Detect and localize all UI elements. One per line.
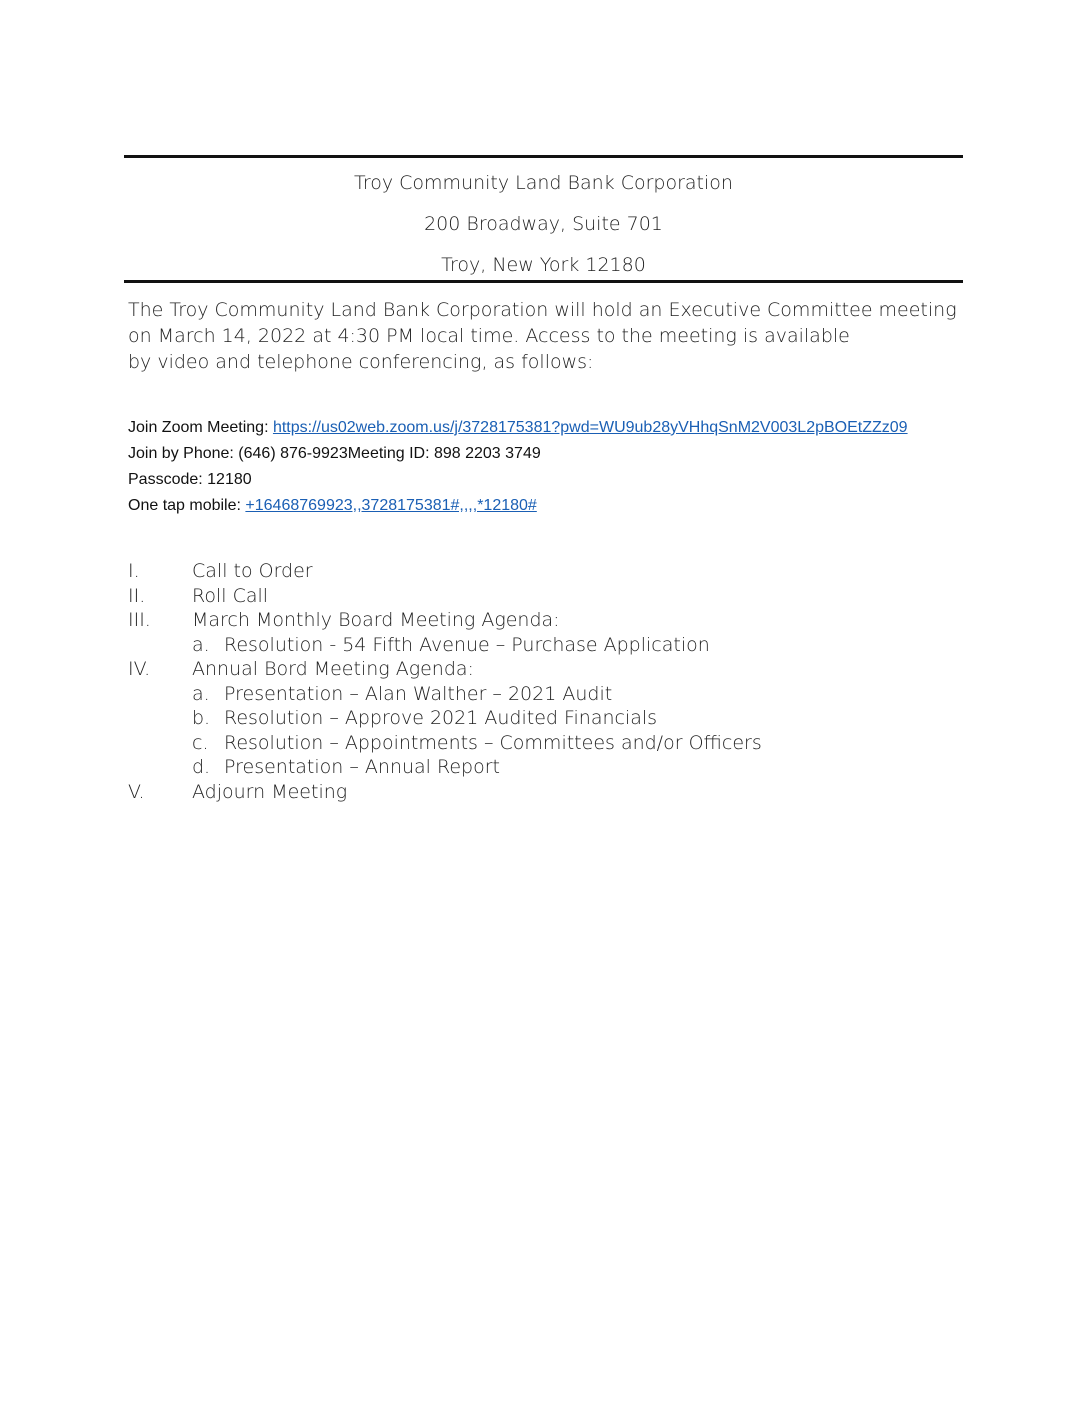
agenda-item — [128, 780, 1028, 805]
intro-line: by video and telephone conferencing, as follows: — [128, 351, 594, 373]
address-line-1: 200 Broadway, Suite 701 — [424, 213, 663, 235]
agenda-subitem-text: Resolution – Approve 2021 Audited Financials — [224, 707, 658, 729]
agenda-subitem — [128, 682, 1028, 707]
agenda-list — [128, 559, 1028, 804]
zoom-join-line — [128, 415, 1068, 441]
agenda-item-number: IV. — [128, 658, 151, 680]
agenda-item-number: V. — [128, 780, 145, 803]
agenda-item-number: I. — [128, 560, 140, 582]
agenda-item-text: Adjourn Meeting — [192, 780, 348, 803]
agenda-subitem-text: Presentation – Alan Walther – 2021 Audit — [224, 682, 613, 705]
agenda-subitem-letter: a. — [192, 682, 210, 705]
agenda-subitem — [128, 731, 1028, 756]
agenda-item-number: II. — [128, 584, 146, 607]
agenda-subitem-letter: c. — [192, 731, 209, 754]
address-line-2: Troy, New York 12180 — [441, 254, 646, 276]
zoom-join-label: Join Zoom Meeting: — [128, 419, 273, 436]
intro-line: The Troy Community Land Bank Corporation will hold an Executive Committee meeting — [128, 299, 957, 321]
agenda-item — [128, 657, 1028, 682]
agenda-subitem-text: Presentation – Annual Report — [224, 756, 500, 778]
agenda-item — [128, 584, 1028, 609]
agenda-item — [128, 608, 1028, 633]
agenda-subitem-letter: d. — [192, 756, 211, 778]
agenda-subitem — [128, 633, 1028, 658]
agenda-subitem-text: Resolution - 54 Fifth Avenue – Purchase Application — [224, 633, 710, 656]
agenda-subitem — [128, 706, 1028, 731]
agenda-item-text: Roll Call — [192, 584, 269, 607]
agenda-item — [128, 559, 1028, 584]
agenda-subitem-text: Resolution – Appointments – Committees and/or Officers — [224, 731, 762, 754]
agenda-subitem-letter: a. — [192, 633, 210, 656]
agenda-item-text: Call to Order — [192, 560, 313, 582]
intro-line: on March 14, 2022 at 4:30 PM local time. Access to the meeting is available — [128, 325, 850, 347]
one-tap-label: One tap mobile: — [128, 497, 246, 514]
zoom-join-link[interactable]: https://us02web.zoom.us/j/3728175381?pwd=WU9ub28yVHhqSnM2V003L2pBOEtZZz09 — [272, 419, 908, 436]
meeting-access-info — [128, 415, 1068, 519]
one-tap-mobile-link[interactable]: +16468769923,,3728175381#,,,,*12180# — [245, 497, 537, 514]
agenda-subitem-letter: b. — [192, 707, 211, 729]
header-bottom-rule — [124, 280, 963, 283]
org-name: Troy Community Land Bank Corporation — [354, 172, 733, 194]
agenda-item-text: Annual Bord Meeting Agenda: — [192, 658, 474, 680]
agenda-item-number: III. — [128, 609, 151, 631]
one-tap-mobile-line — [128, 493, 1068, 519]
passcode-line: Passcode: 12180 — [128, 471, 252, 488]
phone-line: Join by Phone: (646) 876-9923Meeting ID: 898 2203 3749 — [128, 445, 541, 462]
intro-paragraph — [128, 297, 1008, 375]
agenda-subitem — [128, 755, 1028, 780]
header-top-rule — [124, 155, 963, 158]
agenda-item-text: March Monthly Board Meeting Agenda: — [192, 609, 560, 631]
